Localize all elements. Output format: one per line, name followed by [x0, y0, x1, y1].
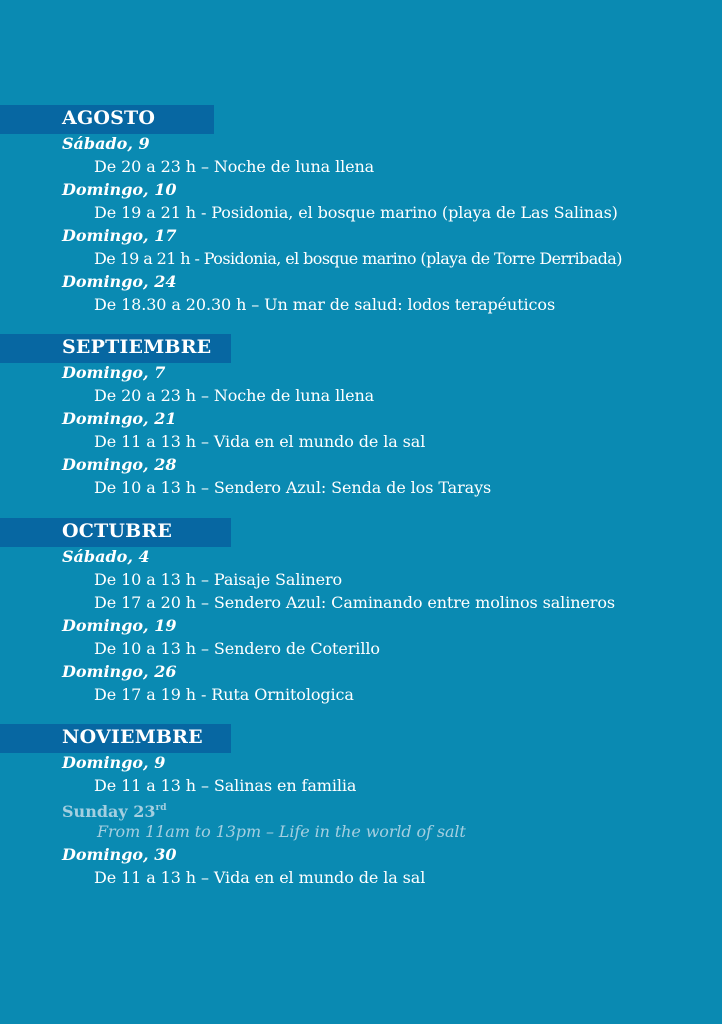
day-label: Domingo, 17 [62, 226, 177, 245]
day-label-english [62, 797, 722, 820]
event-item: De 10 a 13 h – Sendero Azul: Senda de los Tarays [94, 478, 492, 497]
event-list [0, 751, 722, 889]
event-item: De 20 a 23 h – Noche de luna llena [94, 157, 375, 176]
day-label: Sábado, 4 [62, 547, 150, 566]
event-item: De 17 a 20 h – Sendero Azul: Caminando entre molinos salineros [94, 593, 615, 612]
event-list [0, 361, 722, 499]
event-item: De 10 a 13 h – Paisaje Salinero [94, 570, 343, 589]
event-item: De 10 a 13 h – Sendero de Coterillo [94, 639, 380, 658]
day-text: Sunday 23 [62, 802, 156, 821]
month-section-noviembre [0, 724, 722, 889]
month-header-agosto [0, 105, 214, 134]
day-label: Domingo, 30 [62, 845, 177, 864]
month-title: OCTUBRE [62, 520, 173, 542]
month-header-noviembre [0, 724, 231, 753]
day-label: Domingo, 7 [62, 363, 166, 382]
month-section-septiembre [0, 334, 722, 499]
month-title: NOVIEMBRE [62, 726, 203, 748]
event-item: De 11 a 13 h – Vida en el mundo de la sal [94, 868, 426, 887]
day-label: Domingo, 21 [62, 409, 177, 428]
day-label: Domingo, 9 [62, 753, 166, 772]
event-item: De 11 a 13 h – Salinas en familia [94, 776, 357, 795]
event-item-english: From 11am to 13pm – Life in the world of salt [97, 822, 466, 841]
event-item: De 20 a 23 h – Noche de luna llena [94, 386, 375, 405]
month-title: SEPTIEMBRE [62, 336, 212, 358]
month-section-octubre [0, 518, 722, 706]
month-title: AGOSTO [62, 107, 156, 129]
event-item: De 18.30 a 20.30 h – Un mar de salud: lodos terapéuticos [94, 295, 556, 314]
event-item: De 19 a 21 h - Posidonia, el bosque marino (playa de Torre Derribada) [94, 249, 622, 268]
day-label: Domingo, 19 [62, 616, 177, 635]
month-section-agosto [0, 105, 722, 316]
day-label: Domingo, 28 [62, 455, 177, 474]
month-header-octubre [0, 518, 231, 547]
ordinal-suffix: rd [155, 803, 167, 813]
event-list [0, 545, 722, 706]
event-list [0, 132, 722, 316]
day-label: Domingo, 24 [62, 272, 177, 291]
day-label: Domingo, 10 [62, 180, 177, 199]
day-label: Domingo, 26 [62, 662, 177, 681]
event-item: De 19 a 21 h - Posidonia, el bosque marino (playa de Las Salinas) [94, 203, 618, 222]
month-header-septiembre [0, 334, 231, 363]
event-item: De 11 a 13 h – Vida en el mundo de la sal [94, 432, 426, 451]
event-item: De 17 a 19 h - Ruta Ornitologica [94, 685, 354, 704]
day-label: Sábado, 9 [62, 134, 150, 153]
